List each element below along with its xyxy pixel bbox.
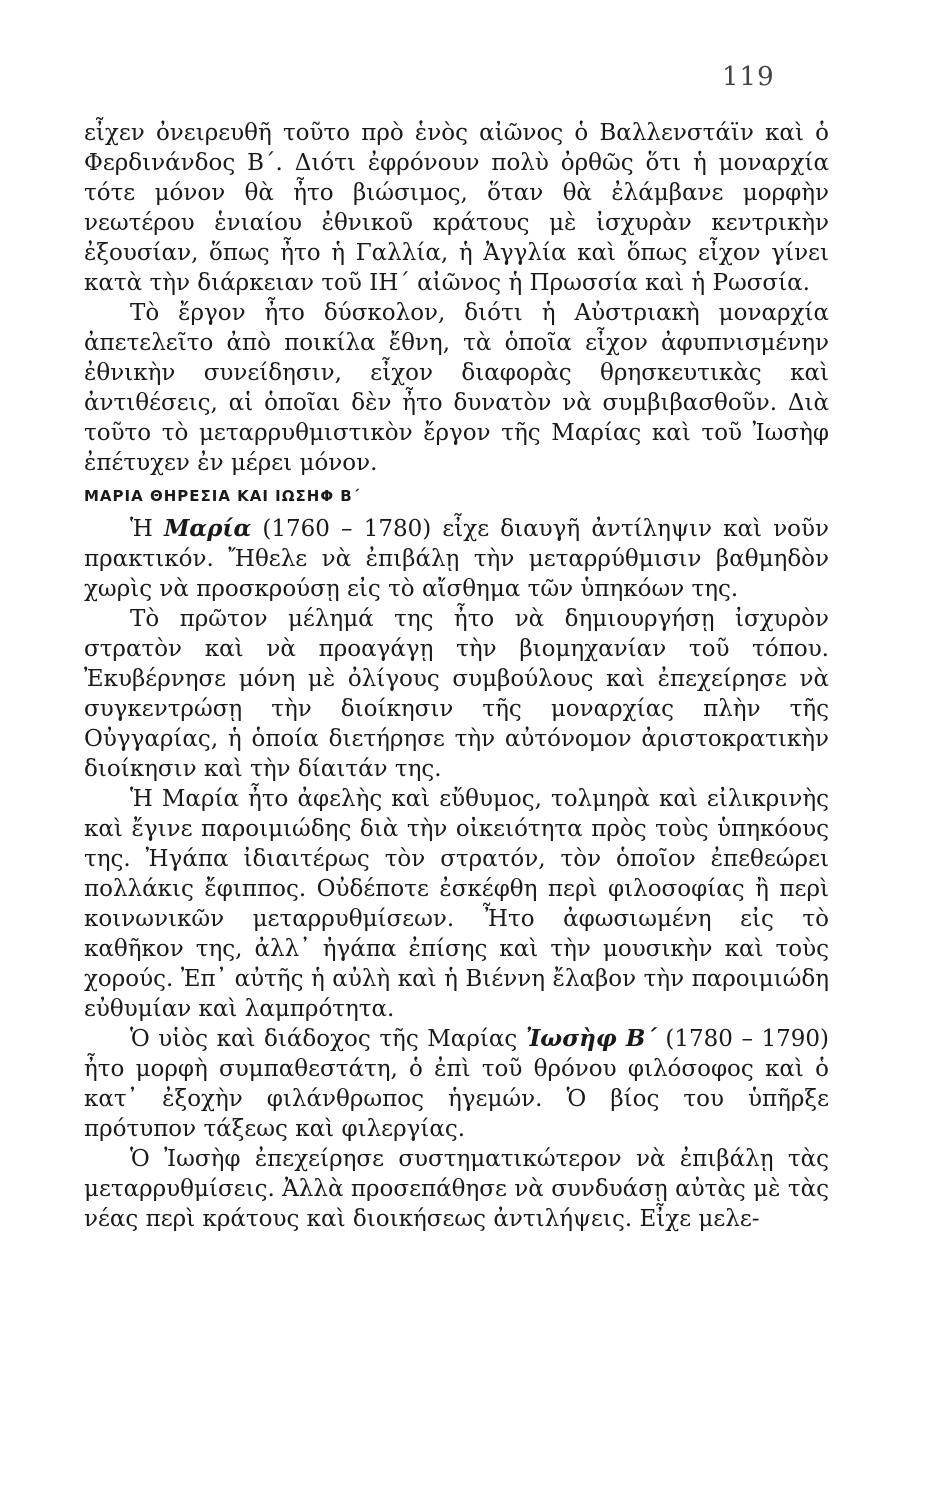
text-run: Ἡ [130,516,164,542]
page-number: 119 [722,62,775,92]
paragraph: Ἡ Μαρία ἦτο ἀφελὴς καὶ εὔθυμος, τολμηρὰ καὶ εἰλικρινὴς καὶ ἔγινε παροιμιώδης διὰ τὴν οἰκειότητα πρὸς τοὺς ὑπηκόους της. Ἠγάπα ἰδιαιτέρως τὸν στρατόν, τὸν ὁποῖον ἐπεθεώρει πολλάκις ἔφιππος. Οὐδέποτε ἐσκέφθη περὶ φιλοσοφίας ἢ περὶ κοινωνικῶν μεταρρυθμίσεων. Ἦτο ἀφωσιωμένη εἰς τὸ καθῆκον της, ἀλλ᾽ ἠγάπα ἐπίσης καὶ τὴν μουσικὴν καὶ τοὺς χορούς. Ἐπ᾽ αὐτῆς ἡ αὐλὴ καὶ ἡ Βιέννη ἔλαβον τὴν παροιμιώδη εὐθυμίαν καὶ λαμπρότητα. [84,786,829,1022]
name-emphasis: Μαρία [163,515,252,542]
paragraph [84,514,829,604]
paragraph: Τὸ ἔργον ἦτο δύσκολον, διότι ἡ Αὐστριακὴ μοναρχία ἀπετελεῖτο ἀπὸ ποικίλα ἔθνη, τὰ ὁποῖα εἶχον ἀφυπνισμένην ἐθνικὴν συνείδησιν, εἶχον διαφορὰς θρησκευτικὰς καὶ ἀντιθέσεις, αἱ ὁποῖαι δὲν ἦτο δυνατὸν νὰ συμβιβασθοῦν. Διὰ τοῦτο τὸ μεταρρυθμιστικὸν ἔργον τῆς Μαρίας καὶ τοῦ Ἰωσὴφ ἐπέτυχεν ἐν μέρει μόνον. [84,300,829,476]
text-run: (1780 – 1790) ἦτο μορφὴ συμπαθεστάτη, ὁ ἐπὶ τοῦ θρόνου φιλόσοφος καὶ ὁ κατ᾽ ἐξοχὴν φιλάνθρωπος ἡγεμών. Ὁ βίος του ὑπῆρξε πρότυπον τάξεως καὶ φιλεργίας. [84,1026,829,1142]
paragraph [84,1024,829,1144]
name-emphasis: Ἰωσὴφ Β΄ [525,1025,657,1052]
paragraph: Ὁ Ἰωσὴφ ἐπεχείρησε συστηματικώτερον νὰ ἐπιβάλῃ τὰς μεταρρυθμίσεις. Ἀλλὰ προσεπάθησε νὰ συνδυάσῃ αὐτὰς μὲ τὰς νέας περὶ κράτους καὶ διοικήσεως ἀντιλήψεις. Εἶχε μελε- [84,1146,829,1232]
paragraph: εἶχεν ὀνειρευθῆ τοῦτο πρὸ ἑνὸς αἰῶνος ὁ Βαλλενστάϊν καὶ ὁ Φερδινάνδος Β΄. Διότι ἐφρόνουν πολὺ ὀρθῶς ὅτι ἡ μοναρχία τότε μόνον θὰ ἦτο βιώσιμος, ὅταν θὰ ἐλάμβανε μορφὴν νεωτέρου ἑνιαίου ἐθνικοῦ κράτους μὲ ἰσχυρὰν κεντρικὴν ἐξουσίαν, ὅπως ἦτο ἡ Γαλλία, ἡ Ἀγγλία καὶ ὅπως εἶχον γίνει κατὰ τὴν διάρκειαν τοῦ ΙΗ΄ αἰῶνος ἡ Πρωσσία καὶ ἡ Ρωσσία. [84,120,829,296]
section-heading: ΜΑΡΙΑ ΘΗΡΕΣΙΑ ΚΑΙ ΙΩΣΗΦ Β΄ [84,487,361,505]
page-text [84,118,829,1234]
text-run: Ὁ υἱὸς καὶ διάδοχος τῆς Μαρίας [130,1026,526,1052]
text-run: (1760 – 1780) εἶχε διαυγῆ ἀντίληψιν καὶ νοῦν πρακτικόν. Ἤθελε νὰ ἐπιβάλῃ τὴν μεταρρύθμισιν βαθμηδὸν χωρὶς νὰ προσκρούσῃ εἰς τὸ αἴσθημα τῶν ὑπηκόων της. [84,516,829,602]
paragraph: Τὸ πρῶτον μέλημά της ἦτο νὰ δημιουργήσῃ ἰσχυρὸν στρατὸν καὶ νὰ προαγάγῃ τὴν βιομηχανίαν τοῦ τόπου. Ἐκυβέρνησε μόνη μὲ ὀλίγους συμβούλους καὶ ἐπεχείρησε νὰ συγκεντρώσῃ τὴν διοίκησιν τῆς μοναρχίας πλὴν τῆς Οὐγγαρίας, ἡ ὁποία διετήρησε τὴν αὐτόνομον ἀριστοκρατικὴν διοίκησιν καὶ τὴν δίαιτάν της. [84,606,829,782]
